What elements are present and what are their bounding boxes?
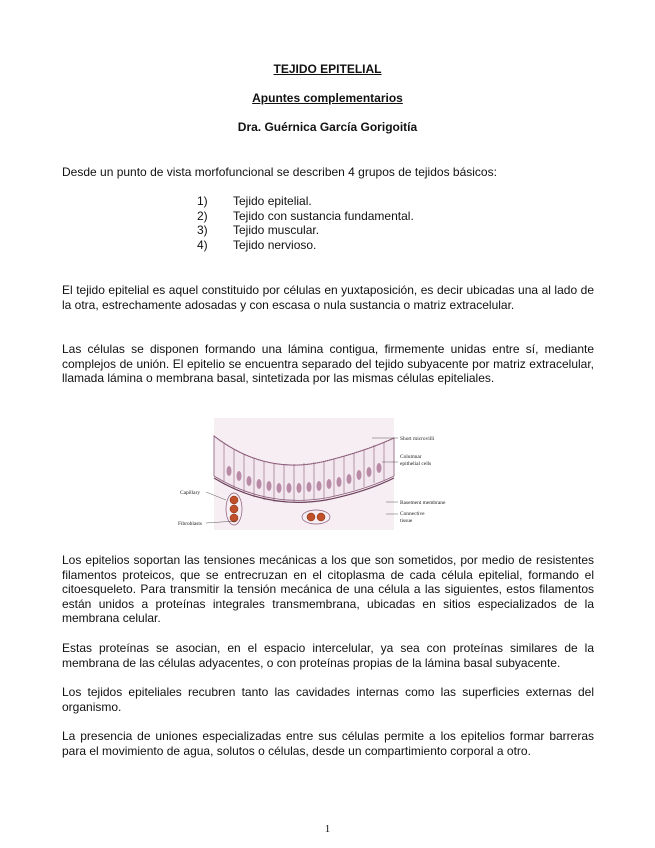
paragraph-coverage: Los tejidos epiteliales recubren tanto las cavidades internas como las superficies externas del organismo. [62, 685, 594, 714]
list-item-text: Tejido epitelial. [233, 194, 312, 208]
author-name: Dra. Guérnica García Gorigoitía [237, 120, 418, 134]
label-connective-line2: tissue [400, 518, 413, 524]
page-subtitle: Apuntes complementarios [252, 91, 403, 105]
epithelium-figure [176, 416, 466, 534]
page-number: 1 [324, 823, 331, 835]
label-fibroblasts: Fibroblasts [178, 521, 202, 527]
list-item-text: Tejido con sustancia fundamental. [233, 208, 414, 223]
label-columnar-line2: epithelial cells [400, 461, 432, 467]
list-item-text: Tejido muscular. [233, 223, 320, 237]
label-short-microvilli: Short microvilli [400, 436, 435, 442]
paragraph-definition: El tejido epitelial es aquel constituido por células en yuxtaposición, es decir ubicadas una al lado de la otra, estrechamente adosadas y con escasa o nula sustancia o matriz extracelular. [62, 283, 594, 312]
list-item-number: 2) [197, 208, 208, 223]
label-columnar-line1: Columnar [400, 454, 422, 460]
page-title: TEJIDO EPITELIAL [273, 62, 382, 76]
list-item-number: 3) [197, 223, 208, 237]
paragraph-barriers: La presencia de uniones especializadas entre sus células permite a los epitelios formar barreras para el movimiento de agua, solutos o células, desde un compartimiento corporal a otro. [62, 729, 594, 758]
list-item-text: Tejido nervioso. [233, 237, 317, 252]
label-capillary: Capillary [180, 490, 201, 496]
label-connective-line1: Connective [400, 511, 425, 517]
paragraph-cytoskeleton: Los epitelios soportan las tensiones mecánicas a los que son sometidos, por medio de resistentes filamentos proteicos, que se entrecruzan en el citoplasma de cada célula epitelial, formando el citoesqueleto. Para transmitir la tensión mecánica de una célula a las siguientes, estos filamentos están unidos a proteínas integrales transmembrana, ubicadas en sitios especializados de la membrana celular. [62, 553, 594, 625]
tissue-list [197, 194, 414, 252]
list-item-number: 4) [197, 237, 208, 252]
list-item [197, 209, 414, 224]
paragraph-proteins: Estas proteínas se asocian, en el espacio intercelular, ya sea con proteínas similares de la membrana de las células adyacentes, o con proteínas propias de la lámina basal subyacente. [62, 641, 594, 670]
list-item-number: 1) [197, 194, 208, 208]
paragraph-cells: Las células se disponen formando una lámina contigua, firmemente unidas entre sí, mediante complejos de unión. El epitelio se encuentra separado del tejido subyacente por matriz extracelular, llamada lámina o membrana basal, sintetizada por las mismas células epiteliales. [62, 342, 594, 385]
list-item [197, 194, 414, 209]
list-item [197, 238, 414, 253]
label-basement-membrane: Basement membrane [400, 500, 446, 506]
list-item [197, 223, 414, 238]
intro-paragraph: Desde un punto de vista morfofuncional se describen 4 grupos de tejidos básicos: [62, 165, 497, 179]
